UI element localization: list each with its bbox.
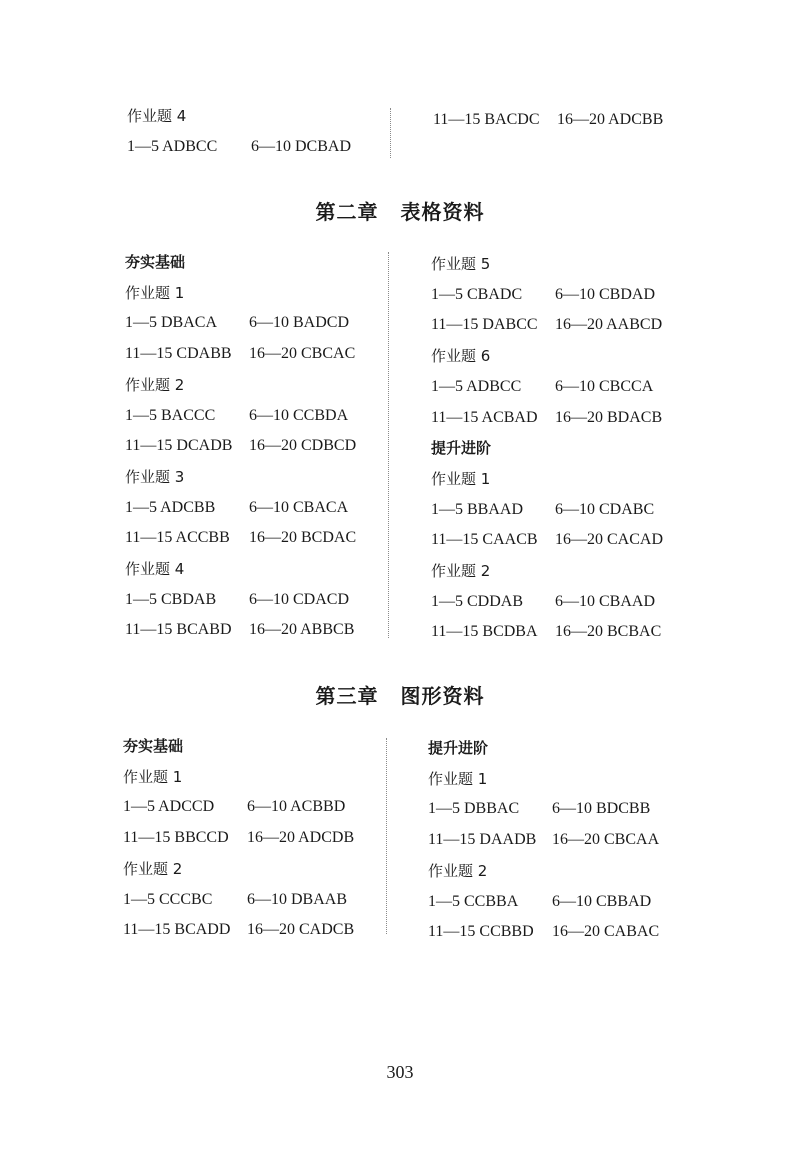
group-heading: 提升进阶 bbox=[428, 739, 489, 757]
answer-range-1: 1—5 CCBBA bbox=[428, 892, 519, 910]
answer-range-2: 16—20 BDACB bbox=[555, 408, 663, 426]
answer-range-1: 1—5 BBAAD bbox=[431, 500, 524, 518]
answer-range-1: 11—15 DABCC bbox=[431, 316, 538, 334]
exercise-title: 作业题 1 bbox=[428, 769, 488, 788]
answer-range-1: 1—5 DBACA bbox=[125, 314, 218, 332]
exercise-title: 作业题 1 bbox=[431, 469, 491, 488]
answer-row bbox=[431, 285, 656, 305]
answer-range-2: 6—10 CBBAD bbox=[552, 892, 652, 910]
answer-range-2: 16—20 ADCDB bbox=[247, 829, 355, 847]
exercise-title: 作业题 1 bbox=[123, 767, 183, 786]
answer-row bbox=[123, 797, 346, 817]
answer-range-2: 6—10 DBAAB bbox=[247, 890, 348, 908]
answer-range-2: 6—10 BDCBB bbox=[552, 800, 651, 818]
answer-range-2: 16—20 AABCD bbox=[555, 316, 663, 334]
answer-range-1: 11—15 BBCCD bbox=[123, 829, 229, 847]
answer-row bbox=[125, 590, 350, 610]
answer-range-1: 11—15 BACDC bbox=[433, 111, 540, 128]
chapter2-title: 表格资料 bbox=[400, 200, 485, 224]
answer-row bbox=[431, 622, 662, 642]
answer-range-2: 6—10 ACBBD bbox=[247, 798, 346, 816]
answer-row bbox=[125, 344, 356, 364]
page-number: 303 bbox=[386, 1062, 414, 1082]
exercise-title: 作业题 6 bbox=[431, 347, 491, 366]
column-divider bbox=[386, 738, 387, 934]
exercise-title: 作业题 2 bbox=[123, 859, 183, 878]
answer-row bbox=[431, 377, 654, 397]
exercise-title: 作业题 4 bbox=[127, 107, 187, 125]
answer-range-2: 16—20 BCDAC bbox=[249, 529, 357, 547]
answer-row bbox=[428, 922, 660, 942]
answer-range-2: 6—10 CDABC bbox=[555, 500, 655, 518]
answer-row bbox=[123, 890, 348, 910]
answer-range-2: 6—10 BADCD bbox=[249, 314, 350, 332]
answer-row bbox=[431, 530, 664, 550]
answer-range-1: 11—15 DAADB bbox=[428, 831, 537, 849]
answer-range-2: 6—10 CCBDA bbox=[249, 406, 349, 424]
exercise-title: 作业题 1 bbox=[125, 283, 185, 302]
answer-row bbox=[428, 830, 660, 850]
answer-range-1: 11—15 BCABD bbox=[125, 621, 232, 639]
group-heading: 夯实基础 bbox=[123, 737, 184, 755]
answer-row bbox=[428, 892, 652, 912]
answer-row bbox=[125, 436, 357, 456]
exercise-title: 作业题 4 bbox=[125, 560, 185, 578]
answer-row bbox=[433, 110, 664, 130]
answer-row bbox=[125, 620, 355, 640]
answer-range-1: 1—5 ADBCC bbox=[431, 377, 522, 395]
answer-range-2: 6—10 CBAAD bbox=[555, 592, 656, 610]
answer-row bbox=[428, 799, 651, 819]
answer-range-1: 11—15 BCDBA bbox=[431, 623, 538, 641]
answer-row bbox=[125, 313, 350, 333]
answer-range-1: 1—5 CDDAB bbox=[431, 592, 524, 610]
answer-row bbox=[123, 920, 355, 940]
answer-range-2: 6—10 CDACD bbox=[249, 590, 350, 608]
group-heading: 夯实基础 bbox=[125, 253, 186, 271]
answer-range-2: 16—20 BCBAC bbox=[555, 623, 662, 641]
answer-range-2: 16—20 ADCBB bbox=[557, 111, 664, 128]
answer-row bbox=[123, 828, 355, 848]
column-divider bbox=[390, 108, 391, 158]
exercise-title: 作业题 2 bbox=[428, 861, 488, 880]
answer-row bbox=[127, 137, 352, 157]
answer-range-2: 16—20 CACAD bbox=[555, 531, 664, 549]
answer-range-1: 11—15 CDABB bbox=[125, 345, 232, 363]
answer-row bbox=[125, 406, 349, 426]
chapter3-heading bbox=[0, 680, 800, 709]
answer-range-1: 11—15 CCBBD bbox=[428, 923, 534, 941]
answer-range-2: 6—10 CBACA bbox=[249, 498, 349, 516]
chapter3-number: 第三章 bbox=[315, 684, 379, 708]
answer-range-1: 11—15 ACCBB bbox=[125, 529, 230, 547]
answer-row bbox=[431, 315, 663, 335]
chapter3-title: 图形资料 bbox=[400, 684, 485, 708]
exercise-title: 作业题 3 bbox=[125, 467, 185, 486]
answer-range-1: 1—5 CBDAB bbox=[125, 590, 217, 608]
answer-range-2: 16—20 CBCAA bbox=[552, 831, 660, 849]
answer-range-2: 6—10 DCBAD bbox=[251, 137, 352, 155]
answer-range-2: 16—20 CBCAC bbox=[249, 345, 356, 363]
exercise-title: 作业题 2 bbox=[431, 562, 491, 580]
chapter2-number: 第二章 bbox=[315, 200, 379, 224]
answer-range-1: 1—5 BACCC bbox=[125, 406, 216, 424]
answer-range-1: 11—15 BCADD bbox=[123, 921, 231, 939]
exercise-title: 作业题 5 bbox=[431, 255, 491, 273]
answer-range-1: 1—5 DBBAC bbox=[428, 800, 520, 818]
answer-range-2: 6—10 CBCCA bbox=[555, 377, 654, 395]
answer-row bbox=[431, 408, 663, 428]
answer-range-1: 11—15 ACBAD bbox=[431, 408, 538, 426]
answer-range-2: 16—20 ABBCB bbox=[249, 621, 355, 639]
answer-range-2: 6—10 CBDAD bbox=[555, 285, 656, 303]
chapter2-heading bbox=[0, 196, 800, 225]
column-divider bbox=[388, 252, 389, 638]
answer-row bbox=[431, 592, 656, 612]
answer-range-1: 1—5 CCCBC bbox=[123, 890, 213, 908]
exercise-title: 作业题 2 bbox=[125, 375, 185, 394]
answer-range-2: 16—20 CADCB bbox=[247, 921, 355, 939]
answer-range-1: 1—5 ADCCD bbox=[123, 798, 215, 816]
group-heading: 提升进阶 bbox=[431, 439, 492, 458]
answer-row bbox=[125, 498, 349, 518]
answer-range-2: 16—20 CABAC bbox=[552, 923, 660, 941]
answer-range-1: 11—15 CAACB bbox=[431, 531, 538, 549]
answer-row bbox=[125, 528, 357, 548]
answer-range-2: 16—20 CDBCD bbox=[249, 437, 357, 455]
answer-range-1: 11—15 DCADB bbox=[125, 437, 233, 455]
answer-range-1: 1—5 ADCBB bbox=[125, 498, 216, 516]
answer-range-1: 1—5 ADBCC bbox=[127, 137, 218, 155]
answer-range-1: 1—5 CBADC bbox=[431, 285, 523, 303]
answer-row bbox=[431, 500, 655, 520]
